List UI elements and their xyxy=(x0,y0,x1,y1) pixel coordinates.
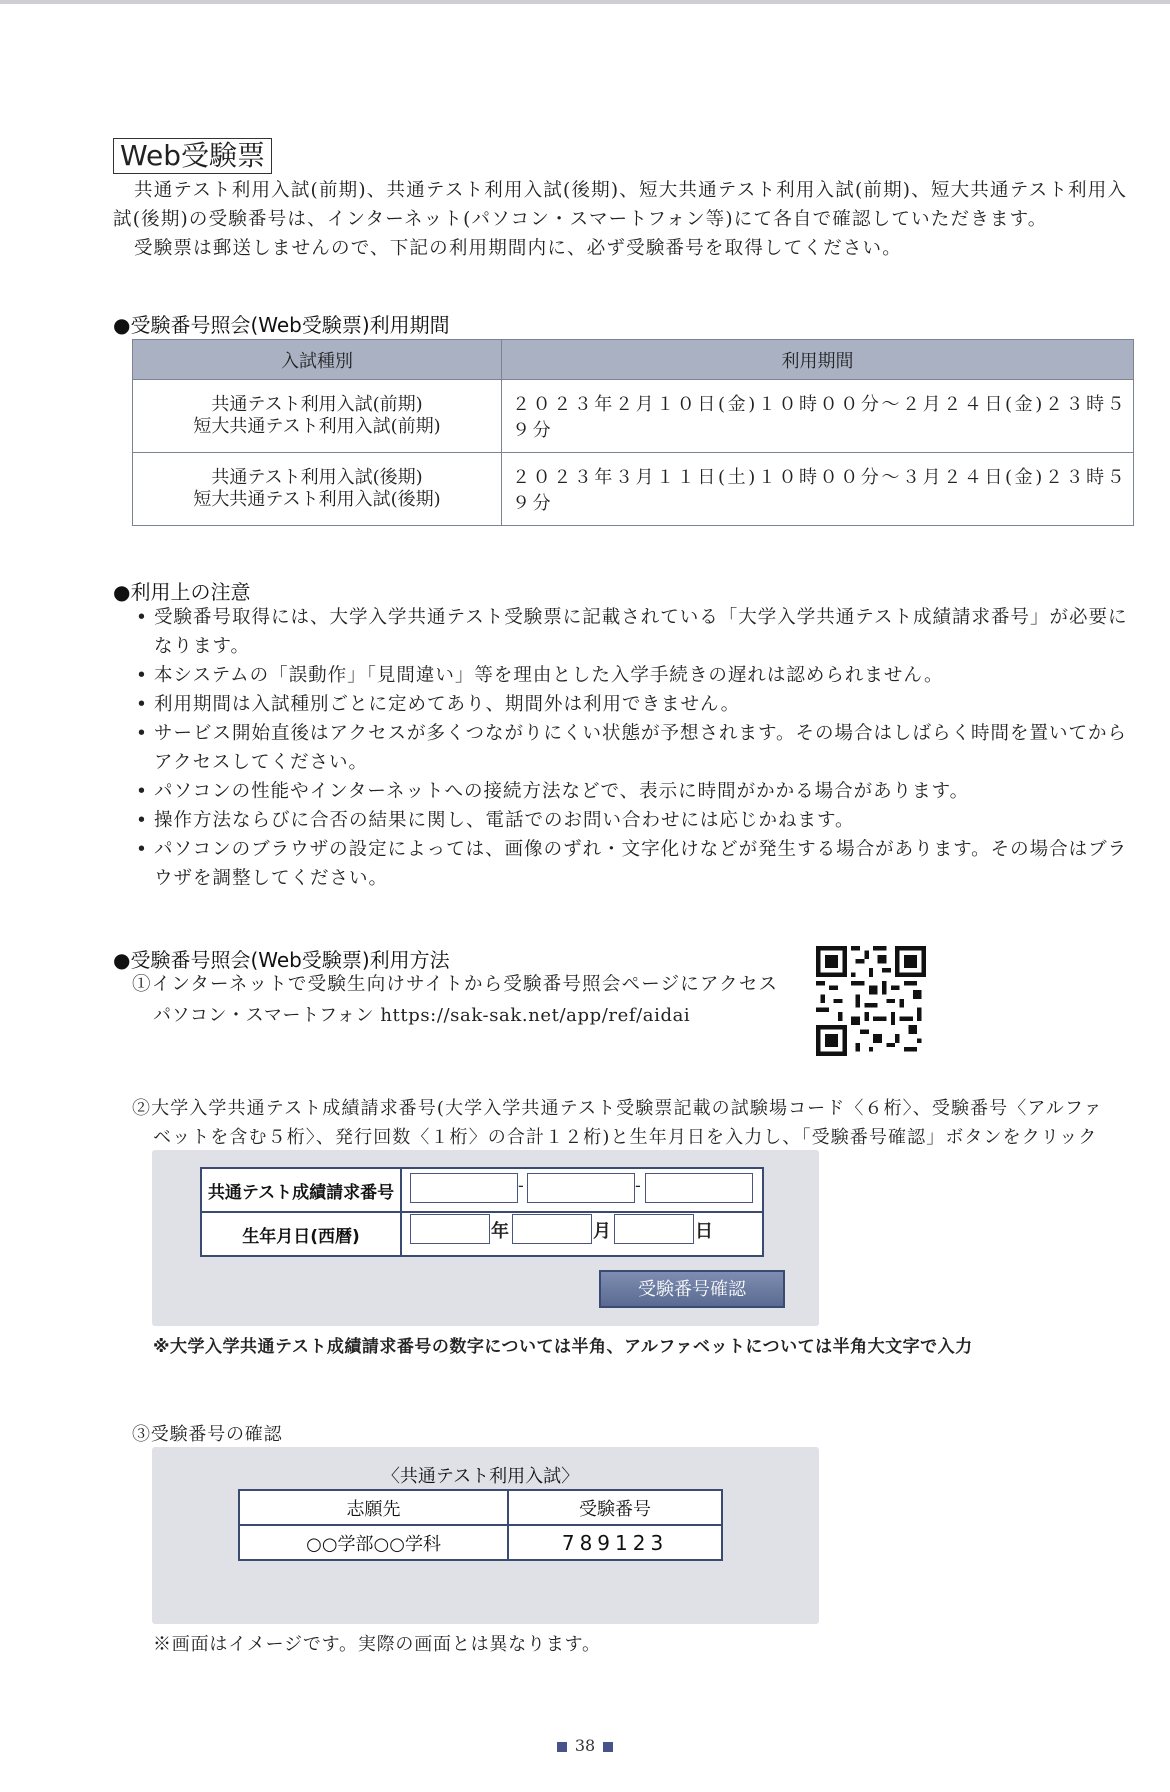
table-row xyxy=(239,1525,722,1560)
note-text: パソコンのブラウザの設定によっては、画像のずれ・文字化けなどが発生する場合があります。その場合はブラウザを調整してください。 xyxy=(154,839,1128,889)
page-title: Web受験票 xyxy=(113,138,272,174)
destination-value: ○○学部○○学科 xyxy=(239,1525,508,1560)
col-header-exam-number: 受験番号 xyxy=(508,1490,722,1525)
exam-type-line: 短大共通テスト利用入試(後期) xyxy=(193,489,441,510)
bullet-icon: • xyxy=(136,781,148,802)
note-text: サービス開始直後はアクセスが多くつながりにくい状態が予想されます。その場合はしばらく時間を置いてからアクセスしてください。 xyxy=(154,723,1127,773)
top-edge xyxy=(0,0,1170,4)
page-number xyxy=(0,1736,1170,1755)
method-heading: ●受験番号照会(Web受験票)利用方法 xyxy=(113,948,450,972)
number-field-2[interactable] xyxy=(527,1173,635,1203)
notes-heading: ●利用上の注意 xyxy=(113,580,251,604)
table-row xyxy=(133,453,1134,526)
bullet-icon: • xyxy=(136,694,148,715)
exam-type-cell xyxy=(133,380,502,453)
step1-url[interactable]: パソコン・スマートフォン https://sak-sak.net/app/ref/aidai xyxy=(153,1005,691,1026)
confirm-number-button[interactable]: 受験番号確認 xyxy=(599,1270,785,1308)
list-item xyxy=(132,661,1135,690)
list-item xyxy=(132,835,1135,893)
number-label: 共通テスト成績請求番号 xyxy=(201,1168,401,1212)
day-unit: 日 xyxy=(695,1221,713,1242)
period-heading: ●受験番号照会(Web受験票)利用期間 xyxy=(113,313,450,337)
list-item xyxy=(132,777,1135,806)
birth-month-field[interactable] xyxy=(512,1214,592,1244)
note-text: 操作方法ならびに合否の結果に関し、電話でのお問い合わせには応じかねます。 xyxy=(154,810,855,831)
list-item xyxy=(132,806,1135,835)
input-note: ※大学入学共通テスト成績請求番号の数字については半角、アルファベットについては半角大文字で入力 xyxy=(153,1337,973,1357)
intro-line-2: 試(後期)の受験番号は、インターネット(パソコン・スマートフォン等)にて各自で確認していただきます。 xyxy=(113,209,1048,230)
month-unit: 月 xyxy=(593,1221,611,1242)
intro-line-1: 共通テスト利用入試(前期)、共通テスト利用入試(後期)、短大共通テスト利用入試(前期)、短大共通テスト利用入 xyxy=(134,180,1128,201)
birthdate-label: 生年月日(西暦) xyxy=(201,1212,401,1256)
bullet-icon: • xyxy=(136,607,148,628)
bullet-icon: • xyxy=(136,723,148,744)
page-number-text: 38 xyxy=(574,1736,596,1755)
table-row xyxy=(239,1490,722,1525)
bullet-icon: • xyxy=(136,810,148,831)
qr-code-icon[interactable] xyxy=(816,946,926,1056)
list-item xyxy=(132,603,1135,661)
exam-type-cell xyxy=(133,453,502,526)
period-table xyxy=(132,339,1134,526)
bullet-icon: • xyxy=(136,665,148,686)
list-item xyxy=(132,690,1135,719)
period-cell: ２０２３年２月１０日(金)１０時００分～２月２４日(金)２３時５９分 xyxy=(502,380,1134,453)
col-header-destination: 志願先 xyxy=(239,1490,508,1525)
number-field-1[interactable] xyxy=(410,1173,518,1203)
exam-number-value: 789123 xyxy=(508,1525,722,1560)
note-text: 利用期間は入試種別ごとに定めてあり、期間外は利用できません。 xyxy=(154,694,741,715)
col-header-period: 利用期間 xyxy=(502,340,1134,380)
image-note: ※画面はイメージです。実際の画面とは異なります。 xyxy=(153,1634,601,1655)
exam-type-line: 共通テスト利用入試(後期) xyxy=(211,467,423,488)
note-text: 本システムの「誤動作」「見間違い」等を理由とした入学手続きの遅れは認められません。 xyxy=(154,665,944,686)
step3-text: ③受験番号の確認 xyxy=(132,1424,283,1445)
note-text: パソコンの性能やインターネットへの接続方法などで、表示に時間がかかる場合があります。 xyxy=(154,781,970,802)
square-icon xyxy=(603,1742,613,1752)
intro-line-3: 受験票は郵送しませんので、下記の利用期間内に、必ず受験番号を取得してください。 xyxy=(134,238,902,259)
notes-list xyxy=(132,603,1135,893)
square-icon xyxy=(557,1742,567,1752)
intro-text xyxy=(113,176,1135,263)
number-field-3[interactable] xyxy=(645,1173,753,1203)
step2-text-line-2: ベットを含む５桁〉、発行回数〈１桁〉の合計１２桁)と生年月日を入力し、「受験番号確認」ボタンをクリック xyxy=(153,1127,1098,1148)
note-text: 受験番号取得には、大学入学共通テスト受験票に記載されている「大学入学共通テスト成績請求番号」が必要になります。 xyxy=(154,607,1128,657)
dash-separator: - xyxy=(635,1176,641,1195)
col-header-type: 入試種別 xyxy=(133,340,502,380)
bullet-icon: • xyxy=(136,839,148,860)
exam-type-line: 短大共通テスト利用入試(前期) xyxy=(193,416,441,437)
period-cell: ２０２３年３月１１日(土)１０時００分～３月２４日(金)２３時５９分 xyxy=(502,453,1134,526)
period-table-header xyxy=(133,340,1134,380)
year-unit: 年 xyxy=(491,1221,509,1242)
exam-type-line: 共通テスト利用入試(前期) xyxy=(211,394,423,415)
step1-text: ①インターネットで受験生向けサイトから受験番号照会ページにアクセス xyxy=(132,974,779,995)
step2-text-line-1: ②大学入学共通テスト成績請求番号(大学入学共通テスト受験票記載の試験場コード〈６桁〉、受験番号〈アルファ xyxy=(132,1098,1103,1119)
result-title: 〈共通テスト利用入試〉 xyxy=(381,1466,580,1487)
dash-separator: - xyxy=(518,1176,524,1195)
birth-year-field[interactable] xyxy=(410,1214,490,1244)
list-item xyxy=(132,719,1135,777)
table-row xyxy=(133,380,1134,453)
result-table xyxy=(238,1489,723,1561)
birth-day-field[interactable] xyxy=(614,1214,694,1244)
